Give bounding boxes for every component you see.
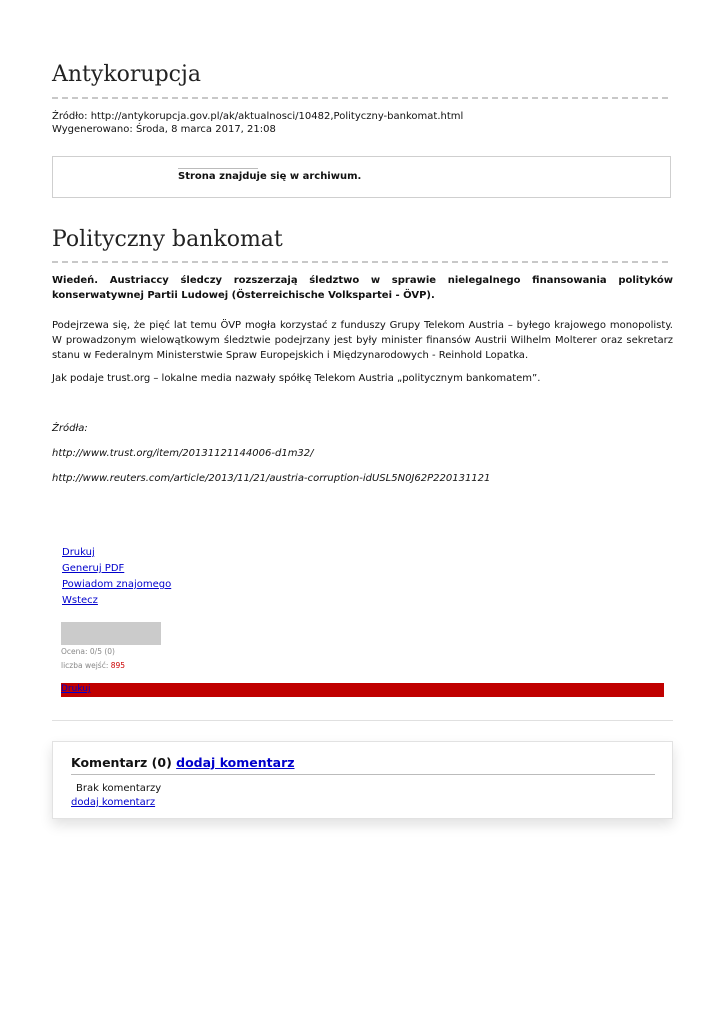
print-link[interactable]: Drukuj	[62, 547, 95, 558]
back-link[interactable]: Wstecz	[62, 595, 98, 606]
site-title: Antykorupcja	[52, 62, 201, 87]
article-actions	[62, 545, 171, 609]
generated-line: Wygenerowano: Środa, 8 marca 2017, 21:08	[52, 124, 276, 135]
rating-text: Ocena: 0/5 (0)	[61, 647, 115, 656]
no-comments-text: Brak komentarzy	[76, 783, 162, 794]
print-bar	[61, 683, 664, 697]
add-comment-link-bottom[interactable]: dodaj komentarz	[71, 797, 156, 808]
archive-notice-box	[52, 156, 671, 198]
title-divider	[52, 97, 668, 99]
article-title: Polityczny bankomat	[52, 227, 283, 252]
comments-divider	[71, 774, 655, 775]
rating-widget[interactable]	[61, 622, 161, 645]
comments-heading	[71, 755, 295, 770]
archive-divider	[178, 168, 258, 169]
article-title-divider	[52, 261, 668, 263]
print-bar-link[interactable]: Drukuj	[61, 684, 91, 694]
archive-notice: Strona znajduje się w archiwum.	[178, 171, 362, 182]
source-line: Źródło: http://antykorupcja.gov.pl/ak/aktualnosci/10482,Polityczny-bankomat.html	[52, 111, 464, 122]
view-count-label: liczba wejść:	[61, 661, 109, 670]
article-lead: Wiedeń. Austriaccy śledczy rozszerzają śledztwo w sprawie nielegalnego finansowania polityków konserwatywnej Partii Ludowej (Österreichische Volkspartei - ÖVP).	[52, 275, 673, 301]
add-comment-link[interactable]: dodaj komentarz	[176, 755, 295, 770]
comments-box	[52, 741, 673, 819]
article-paragraph-2: Jak podaje trust.org – lokalne media nazwały spółkę Telekom Austria „politycznym bankomatem”.	[52, 373, 541, 384]
sources-label: Źródła:	[52, 423, 88, 434]
page-meta	[52, 110, 463, 136]
section-divider	[52, 720, 673, 721]
notify-friend-link[interactable]: Powiadom znajomego	[62, 579, 172, 590]
source-link-2: http://www.reuters.com/article/2013/11/21/austria-corruption-idUSL5N0J62P220131121	[52, 473, 491, 484]
generate-pdf-link[interactable]: Generuj PDF	[62, 563, 125, 574]
view-count-value: 895	[110, 661, 126, 670]
comments-count: Komentarz (0)	[71, 755, 172, 770]
article-paragraph-1: Podejrzewa się, że pięć lat temu ÖVP mogła korzystać z funduszy Grupy Telekom Austria – byłego krajowego monopolisty. W prowadzonym wielowątkowym śledztwie podejrzany jest były minister finansów Austrii Wilhelm Molterer oraz sekretarz stanu w Federalnym Ministerstwie Spraw Europejskich i Międzynarodowych - Reinhold Lopatka.	[52, 320, 673, 361]
view-count	[61, 661, 125, 670]
source-link-1: http://www.trust.org/item/20131121144006-d1m32/	[52, 448, 314, 459]
